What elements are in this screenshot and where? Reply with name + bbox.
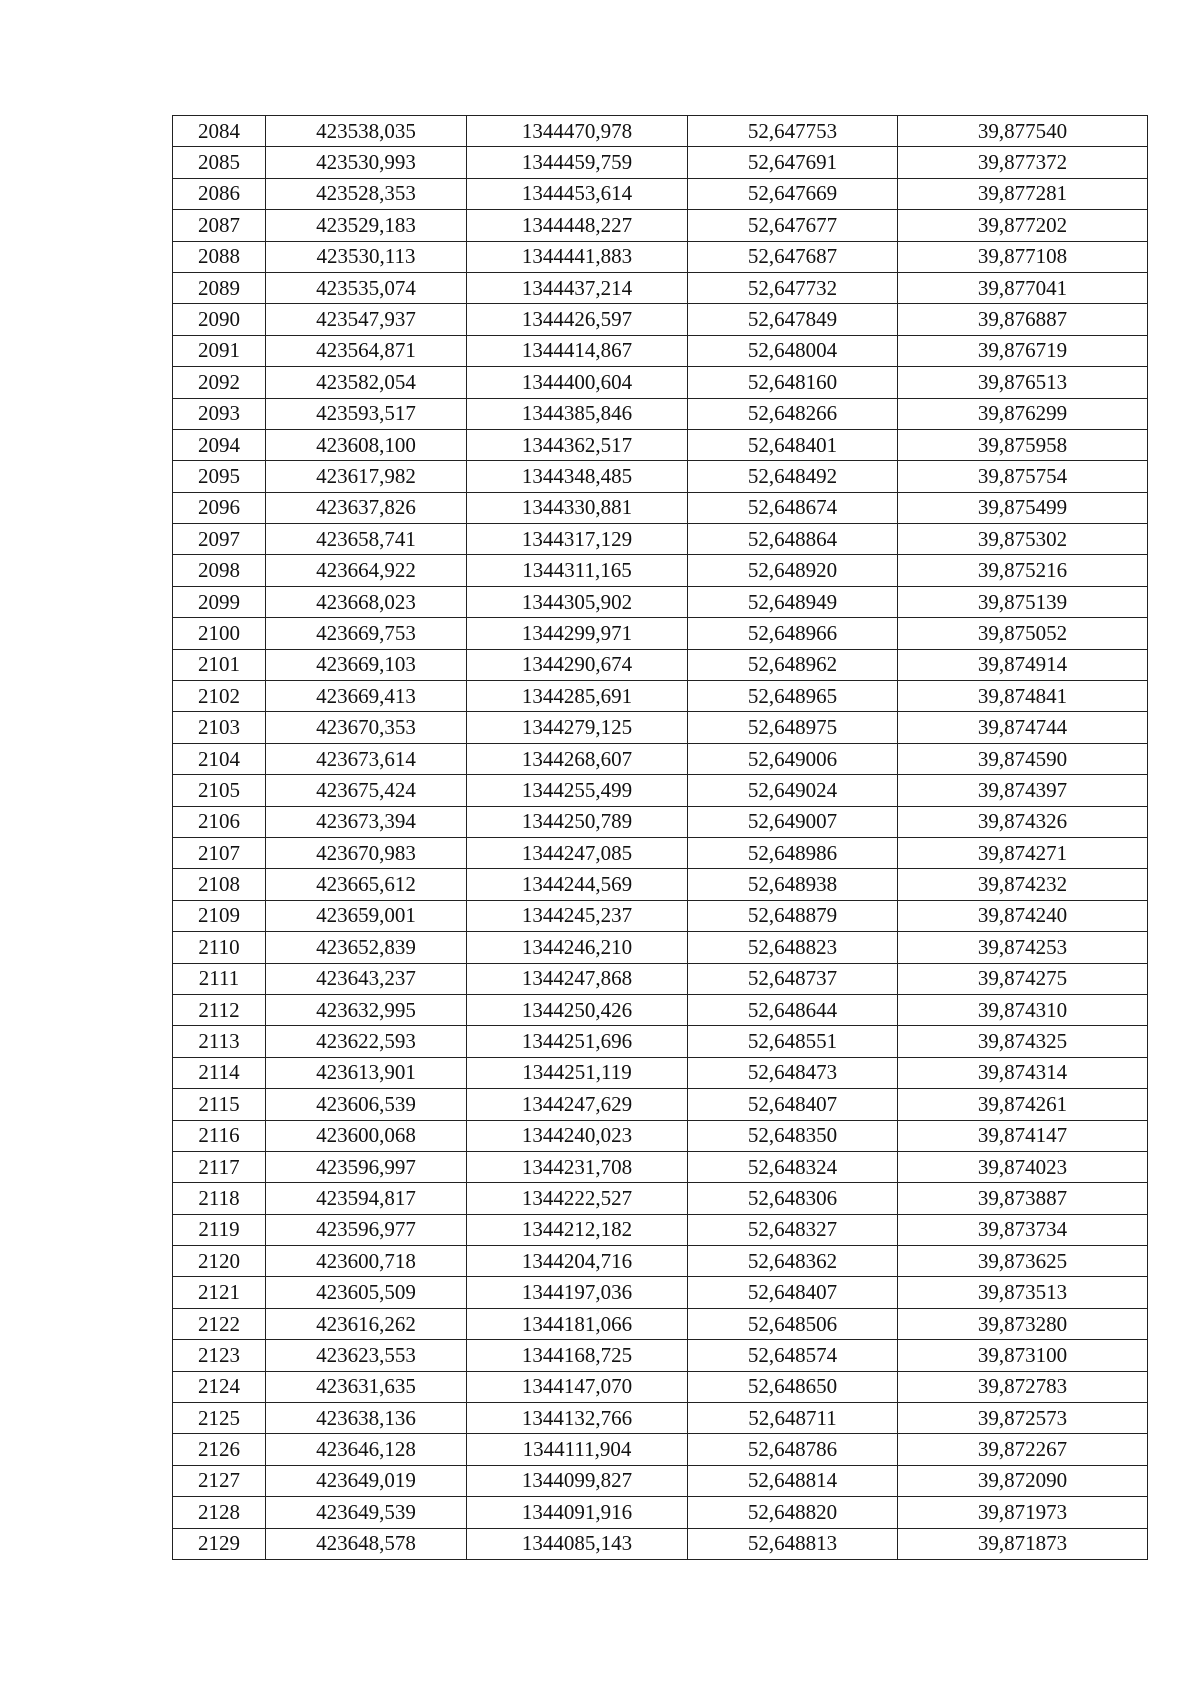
y-coordinate-cell: 1344231,708 bbox=[467, 1151, 688, 1182]
y-coordinate-cell: 1344299,971 bbox=[467, 618, 688, 649]
table-row bbox=[173, 178, 1148, 209]
longitude-cell: 39,877540 bbox=[898, 116, 1148, 147]
latitude-cell: 52,648814 bbox=[688, 1465, 898, 1496]
y-coordinate-cell: 1344362,517 bbox=[467, 429, 688, 460]
y-coordinate-cell: 1344246,210 bbox=[467, 932, 688, 963]
y-coordinate-cell: 1344240,023 bbox=[467, 1120, 688, 1151]
x-coordinate-cell: 423664,922 bbox=[266, 555, 467, 586]
point-number-cell: 2089 bbox=[173, 272, 266, 303]
latitude-cell: 52,647669 bbox=[688, 178, 898, 209]
point-number-cell: 2103 bbox=[173, 712, 266, 743]
table-row bbox=[173, 147, 1148, 178]
x-coordinate-cell: 423658,741 bbox=[266, 524, 467, 555]
y-coordinate-cell: 1344085,143 bbox=[467, 1528, 688, 1559]
latitude-cell: 52,648965 bbox=[688, 681, 898, 712]
x-coordinate-cell: 423529,183 bbox=[266, 210, 467, 241]
longitude-cell: 39,874914 bbox=[898, 649, 1148, 680]
table-row bbox=[173, 586, 1148, 617]
table-row bbox=[173, 555, 1148, 586]
y-coordinate-cell: 1344348,485 bbox=[467, 461, 688, 492]
x-coordinate-cell: 423669,103 bbox=[266, 649, 467, 680]
y-coordinate-cell: 1344251,119 bbox=[467, 1057, 688, 1088]
y-coordinate-cell: 1344311,165 bbox=[467, 555, 688, 586]
point-number-cell: 2123 bbox=[173, 1340, 266, 1371]
latitude-cell: 52,648737 bbox=[688, 963, 898, 994]
x-coordinate-cell: 423631,635 bbox=[266, 1371, 467, 1402]
x-coordinate-cell: 423643,237 bbox=[266, 963, 467, 994]
longitude-cell: 39,874271 bbox=[898, 837, 1148, 868]
point-number-cell: 2100 bbox=[173, 618, 266, 649]
x-coordinate-cell: 423593,517 bbox=[266, 398, 467, 429]
latitude-cell: 52,649006 bbox=[688, 743, 898, 774]
longitude-cell: 39,877372 bbox=[898, 147, 1148, 178]
point-number-cell: 2114 bbox=[173, 1057, 266, 1088]
point-number-cell: 2125 bbox=[173, 1403, 266, 1434]
x-coordinate-cell: 423616,262 bbox=[266, 1308, 467, 1339]
x-coordinate-cell: 423673,614 bbox=[266, 743, 467, 774]
point-number-cell: 2091 bbox=[173, 335, 266, 366]
latitude-cell: 52,648644 bbox=[688, 994, 898, 1025]
longitude-cell: 39,872267 bbox=[898, 1434, 1148, 1465]
longitude-cell: 39,873280 bbox=[898, 1308, 1148, 1339]
y-coordinate-cell: 1344222,527 bbox=[467, 1183, 688, 1214]
latitude-cell: 52,648786 bbox=[688, 1434, 898, 1465]
x-coordinate-cell: 423594,817 bbox=[266, 1183, 467, 1214]
table-row bbox=[173, 994, 1148, 1025]
point-number-cell: 2118 bbox=[173, 1183, 266, 1214]
table-row bbox=[173, 1183, 1148, 1214]
longitude-cell: 39,874232 bbox=[898, 869, 1148, 900]
longitude-cell: 39,873887 bbox=[898, 1183, 1148, 1214]
y-coordinate-cell: 1344317,129 bbox=[467, 524, 688, 555]
latitude-cell: 52,648004 bbox=[688, 335, 898, 366]
longitude-cell: 39,877041 bbox=[898, 272, 1148, 303]
table-row bbox=[173, 241, 1148, 272]
point-number-cell: 2122 bbox=[173, 1308, 266, 1339]
y-coordinate-cell: 1344147,070 bbox=[467, 1371, 688, 1402]
longitude-cell: 39,872090 bbox=[898, 1465, 1148, 1496]
y-coordinate-cell: 1344245,237 bbox=[467, 900, 688, 931]
latitude-cell: 52,647691 bbox=[688, 147, 898, 178]
point-number-cell: 2119 bbox=[173, 1214, 266, 1245]
latitude-cell: 52,648306 bbox=[688, 1183, 898, 1214]
longitude-cell: 39,877281 bbox=[898, 178, 1148, 209]
latitude-cell: 52,648879 bbox=[688, 900, 898, 931]
latitude-cell: 52,648350 bbox=[688, 1120, 898, 1151]
table-row bbox=[173, 335, 1148, 366]
point-number-cell: 2106 bbox=[173, 806, 266, 837]
point-number-cell: 2084 bbox=[173, 116, 266, 147]
y-coordinate-cell: 1344279,125 bbox=[467, 712, 688, 743]
x-coordinate-cell: 423632,995 bbox=[266, 994, 467, 1025]
y-coordinate-cell: 1344250,789 bbox=[467, 806, 688, 837]
table-row bbox=[173, 1497, 1148, 1528]
table-row bbox=[173, 461, 1148, 492]
table-row bbox=[173, 1371, 1148, 1402]
point-number-cell: 2095 bbox=[173, 461, 266, 492]
point-number-cell: 2087 bbox=[173, 210, 266, 241]
coordinates-table bbox=[172, 115, 1148, 1560]
point-number-cell: 2104 bbox=[173, 743, 266, 774]
longitude-cell: 39,877108 bbox=[898, 241, 1148, 272]
longitude-cell: 39,876513 bbox=[898, 367, 1148, 398]
x-coordinate-cell: 423613,901 bbox=[266, 1057, 467, 1088]
x-coordinate-cell: 423582,054 bbox=[266, 367, 467, 398]
x-coordinate-cell: 423564,871 bbox=[266, 335, 467, 366]
table-row bbox=[173, 649, 1148, 680]
y-coordinate-cell: 1344091,916 bbox=[467, 1497, 688, 1528]
y-coordinate-cell: 1344459,759 bbox=[467, 147, 688, 178]
point-number-cell: 2121 bbox=[173, 1277, 266, 1308]
longitude-cell: 39,874326 bbox=[898, 806, 1148, 837]
point-number-cell: 2128 bbox=[173, 1497, 266, 1528]
latitude-cell: 52,649024 bbox=[688, 775, 898, 806]
x-coordinate-cell: 423617,982 bbox=[266, 461, 467, 492]
point-number-cell: 2127 bbox=[173, 1465, 266, 1496]
longitude-cell: 39,874310 bbox=[898, 994, 1148, 1025]
point-number-cell: 2124 bbox=[173, 1371, 266, 1402]
x-coordinate-cell: 423665,612 bbox=[266, 869, 467, 900]
point-number-cell: 2090 bbox=[173, 304, 266, 335]
point-number-cell: 2129 bbox=[173, 1528, 266, 1559]
latitude-cell: 52,648327 bbox=[688, 1214, 898, 1245]
longitude-cell: 39,874240 bbox=[898, 900, 1148, 931]
longitude-cell: 39,874023 bbox=[898, 1151, 1148, 1182]
latitude-cell: 52,648324 bbox=[688, 1151, 898, 1182]
y-coordinate-cell: 1344247,085 bbox=[467, 837, 688, 868]
latitude-cell: 52,649007 bbox=[688, 806, 898, 837]
point-number-cell: 2096 bbox=[173, 492, 266, 523]
point-number-cell: 2115 bbox=[173, 1089, 266, 1120]
latitude-cell: 52,648949 bbox=[688, 586, 898, 617]
y-coordinate-cell: 1344470,978 bbox=[467, 116, 688, 147]
latitude-cell: 52,648986 bbox=[688, 837, 898, 868]
point-number-cell: 2109 bbox=[173, 900, 266, 931]
y-coordinate-cell: 1344437,214 bbox=[467, 272, 688, 303]
x-coordinate-cell: 423669,413 bbox=[266, 681, 467, 712]
point-number-cell: 2117 bbox=[173, 1151, 266, 1182]
x-coordinate-cell: 423622,593 bbox=[266, 1026, 467, 1057]
latitude-cell: 52,647687 bbox=[688, 241, 898, 272]
y-coordinate-cell: 1344414,867 bbox=[467, 335, 688, 366]
latitude-cell: 52,648506 bbox=[688, 1308, 898, 1339]
y-coordinate-cell: 1344305,902 bbox=[467, 586, 688, 617]
longitude-cell: 39,876887 bbox=[898, 304, 1148, 335]
table-row bbox=[173, 429, 1148, 460]
y-coordinate-cell: 1344132,766 bbox=[467, 1403, 688, 1434]
table-row bbox=[173, 1465, 1148, 1496]
longitude-cell: 39,877202 bbox=[898, 210, 1148, 241]
y-coordinate-cell: 1344285,691 bbox=[467, 681, 688, 712]
y-coordinate-cell: 1344181,066 bbox=[467, 1308, 688, 1339]
point-number-cell: 2113 bbox=[173, 1026, 266, 1057]
x-coordinate-cell: 423675,424 bbox=[266, 775, 467, 806]
longitude-cell: 39,875499 bbox=[898, 492, 1148, 523]
x-coordinate-cell: 423528,353 bbox=[266, 178, 467, 209]
x-coordinate-cell: 423538,035 bbox=[266, 116, 467, 147]
table-row bbox=[173, 524, 1148, 555]
table-row bbox=[173, 1151, 1148, 1182]
table-row bbox=[173, 869, 1148, 900]
y-coordinate-cell: 1344441,883 bbox=[467, 241, 688, 272]
y-coordinate-cell: 1344247,629 bbox=[467, 1089, 688, 1120]
longitude-cell: 39,874744 bbox=[898, 712, 1148, 743]
longitude-cell: 39,875958 bbox=[898, 429, 1148, 460]
latitude-cell: 52,648492 bbox=[688, 461, 898, 492]
table-row bbox=[173, 806, 1148, 837]
longitude-cell: 39,874590 bbox=[898, 743, 1148, 774]
longitude-cell: 39,874397 bbox=[898, 775, 1148, 806]
longitude-cell: 39,872783 bbox=[898, 1371, 1148, 1402]
table-row bbox=[173, 932, 1148, 963]
x-coordinate-cell: 423600,068 bbox=[266, 1120, 467, 1151]
table-row bbox=[173, 743, 1148, 774]
point-number-cell: 2101 bbox=[173, 649, 266, 680]
table-row bbox=[173, 492, 1148, 523]
longitude-cell: 39,874841 bbox=[898, 681, 1148, 712]
table-row bbox=[173, 963, 1148, 994]
point-number-cell: 2111 bbox=[173, 963, 266, 994]
x-coordinate-cell: 423649,539 bbox=[266, 1497, 467, 1528]
latitude-cell: 52,648266 bbox=[688, 398, 898, 429]
latitude-cell: 52,648820 bbox=[688, 1497, 898, 1528]
longitude-cell: 39,874275 bbox=[898, 963, 1148, 994]
longitude-cell: 39,874253 bbox=[898, 932, 1148, 963]
x-coordinate-cell: 423652,839 bbox=[266, 932, 467, 963]
longitude-cell: 39,874314 bbox=[898, 1057, 1148, 1088]
y-coordinate-cell: 1344448,227 bbox=[467, 210, 688, 241]
table-row bbox=[173, 1340, 1148, 1371]
point-number-cell: 2112 bbox=[173, 994, 266, 1025]
x-coordinate-cell: 423668,023 bbox=[266, 586, 467, 617]
table-row bbox=[173, 618, 1148, 649]
latitude-cell: 52,648823 bbox=[688, 932, 898, 963]
y-coordinate-cell: 1344247,868 bbox=[467, 963, 688, 994]
point-number-cell: 2094 bbox=[173, 429, 266, 460]
y-coordinate-cell: 1344111,904 bbox=[467, 1434, 688, 1465]
y-coordinate-cell: 1344400,604 bbox=[467, 367, 688, 398]
longitude-cell: 39,875139 bbox=[898, 586, 1148, 617]
table-row bbox=[173, 116, 1148, 147]
latitude-cell: 52,648864 bbox=[688, 524, 898, 555]
longitude-cell: 39,872573 bbox=[898, 1403, 1148, 1434]
y-coordinate-cell: 1344212,182 bbox=[467, 1214, 688, 1245]
table-row bbox=[173, 1308, 1148, 1339]
y-coordinate-cell: 1344099,827 bbox=[467, 1465, 688, 1496]
longitude-cell: 39,873513 bbox=[898, 1277, 1148, 1308]
table-row bbox=[173, 1057, 1148, 1088]
y-coordinate-cell: 1344330,881 bbox=[467, 492, 688, 523]
latitude-cell: 52,647849 bbox=[688, 304, 898, 335]
point-number-cell: 2085 bbox=[173, 147, 266, 178]
y-coordinate-cell: 1344385,846 bbox=[467, 398, 688, 429]
y-coordinate-cell: 1344244,569 bbox=[467, 869, 688, 900]
latitude-cell: 52,648938 bbox=[688, 869, 898, 900]
point-number-cell: 2126 bbox=[173, 1434, 266, 1465]
point-number-cell: 2105 bbox=[173, 775, 266, 806]
point-number-cell: 2099 bbox=[173, 586, 266, 617]
latitude-cell: 52,648362 bbox=[688, 1246, 898, 1277]
x-coordinate-cell: 423659,001 bbox=[266, 900, 467, 931]
x-coordinate-cell: 423649,019 bbox=[266, 1465, 467, 1496]
latitude-cell: 52,648975 bbox=[688, 712, 898, 743]
longitude-cell: 39,875754 bbox=[898, 461, 1148, 492]
table-row bbox=[173, 1214, 1148, 1245]
table-row bbox=[173, 681, 1148, 712]
longitude-cell: 39,873734 bbox=[898, 1214, 1148, 1245]
x-coordinate-cell: 423605,509 bbox=[266, 1277, 467, 1308]
table-row bbox=[173, 1120, 1148, 1151]
table-row bbox=[173, 1026, 1148, 1057]
point-number-cell: 2108 bbox=[173, 869, 266, 900]
x-coordinate-cell: 423670,983 bbox=[266, 837, 467, 868]
x-coordinate-cell: 423648,578 bbox=[266, 1528, 467, 1559]
y-coordinate-cell: 1344204,716 bbox=[467, 1246, 688, 1277]
longitude-cell: 39,873625 bbox=[898, 1246, 1148, 1277]
x-coordinate-cell: 423646,128 bbox=[266, 1434, 467, 1465]
table-row bbox=[173, 1246, 1148, 1277]
point-number-cell: 2098 bbox=[173, 555, 266, 586]
point-number-cell: 2107 bbox=[173, 837, 266, 868]
longitude-cell: 39,876719 bbox=[898, 335, 1148, 366]
latitude-cell: 52,648160 bbox=[688, 367, 898, 398]
point-number-cell: 2102 bbox=[173, 681, 266, 712]
latitude-cell: 52,648813 bbox=[688, 1528, 898, 1559]
y-coordinate-cell: 1344426,597 bbox=[467, 304, 688, 335]
table-row bbox=[173, 837, 1148, 868]
latitude-cell: 52,648674 bbox=[688, 492, 898, 523]
table-row bbox=[173, 1528, 1148, 1559]
latitude-cell: 52,648966 bbox=[688, 618, 898, 649]
table-row bbox=[173, 775, 1148, 806]
table-row bbox=[173, 210, 1148, 241]
y-coordinate-cell: 1344197,036 bbox=[467, 1277, 688, 1308]
latitude-cell: 52,647732 bbox=[688, 272, 898, 303]
longitude-cell: 39,876299 bbox=[898, 398, 1148, 429]
latitude-cell: 52,647753 bbox=[688, 116, 898, 147]
x-coordinate-cell: 423530,113 bbox=[266, 241, 467, 272]
latitude-cell: 52,648650 bbox=[688, 1371, 898, 1402]
latitude-cell: 52,647677 bbox=[688, 210, 898, 241]
x-coordinate-cell: 423608,100 bbox=[266, 429, 467, 460]
x-coordinate-cell: 423530,993 bbox=[266, 147, 467, 178]
x-coordinate-cell: 423673,394 bbox=[266, 806, 467, 837]
longitude-cell: 39,875216 bbox=[898, 555, 1148, 586]
y-coordinate-cell: 1344168,725 bbox=[467, 1340, 688, 1371]
y-coordinate-cell: 1344251,696 bbox=[467, 1026, 688, 1057]
longitude-cell: 39,874261 bbox=[898, 1089, 1148, 1120]
longitude-cell: 39,874325 bbox=[898, 1026, 1148, 1057]
y-coordinate-cell: 1344268,607 bbox=[467, 743, 688, 774]
x-coordinate-cell: 423596,997 bbox=[266, 1151, 467, 1182]
x-coordinate-cell: 423606,539 bbox=[266, 1089, 467, 1120]
x-coordinate-cell: 423623,553 bbox=[266, 1340, 467, 1371]
table-row bbox=[173, 367, 1148, 398]
point-number-cell: 2110 bbox=[173, 932, 266, 963]
longitude-cell: 39,874147 bbox=[898, 1120, 1148, 1151]
latitude-cell: 52,648473 bbox=[688, 1057, 898, 1088]
y-coordinate-cell: 1344453,614 bbox=[467, 178, 688, 209]
point-number-cell: 2097 bbox=[173, 524, 266, 555]
x-coordinate-cell: 423596,977 bbox=[266, 1214, 467, 1245]
table-row bbox=[173, 1277, 1148, 1308]
x-coordinate-cell: 423535,074 bbox=[266, 272, 467, 303]
y-coordinate-cell: 1344250,426 bbox=[467, 994, 688, 1025]
longitude-cell: 39,875302 bbox=[898, 524, 1148, 555]
point-number-cell: 2116 bbox=[173, 1120, 266, 1151]
point-number-cell: 2092 bbox=[173, 367, 266, 398]
longitude-cell: 39,873100 bbox=[898, 1340, 1148, 1371]
point-number-cell: 2086 bbox=[173, 178, 266, 209]
coordinates-table-body bbox=[173, 116, 1148, 1560]
table-row bbox=[173, 1403, 1148, 1434]
latitude-cell: 52,648401 bbox=[688, 429, 898, 460]
y-coordinate-cell: 1344255,499 bbox=[467, 775, 688, 806]
latitude-cell: 52,648407 bbox=[688, 1277, 898, 1308]
x-coordinate-cell: 423637,826 bbox=[266, 492, 467, 523]
x-coordinate-cell: 423600,718 bbox=[266, 1246, 467, 1277]
table-row bbox=[173, 1089, 1148, 1120]
table-row bbox=[173, 900, 1148, 931]
table-row bbox=[173, 1434, 1148, 1465]
y-coordinate-cell: 1344290,674 bbox=[467, 649, 688, 680]
longitude-cell: 39,875052 bbox=[898, 618, 1148, 649]
latitude-cell: 52,648920 bbox=[688, 555, 898, 586]
table-row bbox=[173, 712, 1148, 743]
point-number-cell: 2093 bbox=[173, 398, 266, 429]
longitude-cell: 39,871973 bbox=[898, 1497, 1148, 1528]
x-coordinate-cell: 423669,753 bbox=[266, 618, 467, 649]
latitude-cell: 52,648407 bbox=[688, 1089, 898, 1120]
point-number-cell: 2120 bbox=[173, 1246, 266, 1277]
table-row bbox=[173, 398, 1148, 429]
x-coordinate-cell: 423547,937 bbox=[266, 304, 467, 335]
table-row bbox=[173, 304, 1148, 335]
table-row bbox=[173, 272, 1148, 303]
latitude-cell: 52,648574 bbox=[688, 1340, 898, 1371]
x-coordinate-cell: 423638,136 bbox=[266, 1403, 467, 1434]
point-number-cell: 2088 bbox=[173, 241, 266, 272]
latitude-cell: 52,648711 bbox=[688, 1403, 898, 1434]
longitude-cell: 39,871873 bbox=[898, 1528, 1148, 1559]
x-coordinate-cell: 423670,353 bbox=[266, 712, 467, 743]
latitude-cell: 52,648551 bbox=[688, 1026, 898, 1057]
latitude-cell: 52,648962 bbox=[688, 649, 898, 680]
